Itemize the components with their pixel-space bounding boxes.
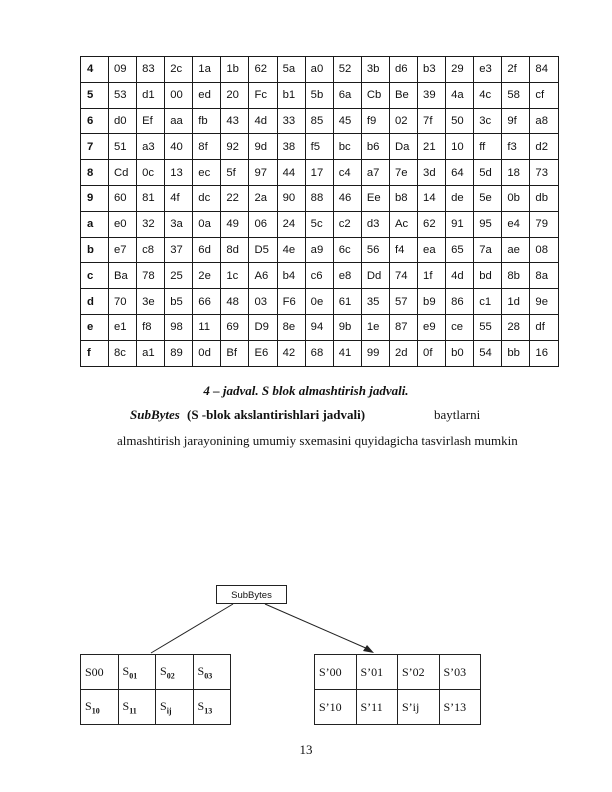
sbox-cell: 32 xyxy=(137,211,165,237)
sbox-cell: c4 xyxy=(333,160,361,186)
sbox-cell: 92 xyxy=(221,134,249,160)
sbox-cell: de xyxy=(446,185,474,211)
sbox-cell: 16 xyxy=(530,340,558,366)
sbox-cell: e8 xyxy=(333,263,361,289)
sbox-cell: Cd xyxy=(109,160,137,186)
sbox-cell: 37 xyxy=(165,237,193,263)
sbox-cell: 1b xyxy=(221,57,249,83)
sbox-cell: ce xyxy=(446,314,474,340)
sbox-cell: ed xyxy=(193,82,221,108)
subbytes-box: SubBytes xyxy=(216,585,287,604)
input-state-cell: $S_{03}$ xyxy=(193,655,231,690)
sbox-cell: 0a xyxy=(193,211,221,237)
sbox-cell: fb xyxy=(193,108,221,134)
output-state-matrix xyxy=(314,654,481,725)
sbox-cell: a1 xyxy=(137,340,165,366)
sbox-cell: 87 xyxy=(389,314,417,340)
output-state-cell: S’ij xyxy=(398,690,440,725)
sbox-cell: 03 xyxy=(249,289,277,315)
sbox-cell: 70 xyxy=(109,289,137,315)
sbox-cell: 0e xyxy=(305,289,333,315)
sbox-cell: 11 xyxy=(193,314,221,340)
sbox-cell: e4 xyxy=(502,211,530,237)
subbytes-term: SubBytes xyxy=(130,407,180,422)
sbox-cell: Ba xyxy=(109,263,137,289)
sbox-cell: 4d xyxy=(446,263,474,289)
arrow-head xyxy=(363,645,374,653)
sbox-cell: 49 xyxy=(221,211,249,237)
sbox-cell: b9 xyxy=(418,289,446,315)
sbox-cell: 06 xyxy=(249,211,277,237)
sbox-cell: bb xyxy=(502,340,530,366)
sbox-cell: 66 xyxy=(193,289,221,315)
right-arrow-line xyxy=(265,604,368,649)
sbox-cell: 45 xyxy=(333,108,361,134)
sbox-cell: Cb xyxy=(361,82,389,108)
sbox-cell: f8 xyxy=(137,314,165,340)
sbox-cell: 29 xyxy=(446,57,474,83)
sbox-cell: F6 xyxy=(277,289,305,315)
sbox-cell: 62 xyxy=(249,57,277,83)
sbox-cell: 51 xyxy=(109,134,137,160)
input-state-matrix xyxy=(80,654,231,725)
sbox-cell: Be xyxy=(389,82,417,108)
sbox-cell: 88 xyxy=(305,185,333,211)
sbox-cell: a8 xyxy=(530,108,558,134)
sbox-cell: 69 xyxy=(221,314,249,340)
sbox-cell: 35 xyxy=(361,289,389,315)
sbox-cell: 9b xyxy=(333,314,361,340)
input-state-cell: $S_{01}$ xyxy=(118,655,156,690)
output-state-cell: S’01 xyxy=(356,655,398,690)
sbox-cell: 8e xyxy=(277,314,305,340)
sbox-row-label: c xyxy=(81,263,109,289)
sbox-cell: 4e xyxy=(277,237,305,263)
sbox-cell: 1f xyxy=(418,263,446,289)
sbox-cell: 48 xyxy=(221,289,249,315)
sbox-cell: Fc xyxy=(249,82,277,108)
sbox-cell: 61 xyxy=(333,289,361,315)
sbox-cell: 58 xyxy=(502,82,530,108)
sbox-cell: e0 xyxy=(109,211,137,237)
sbox-cell: b1 xyxy=(277,82,305,108)
sbox-cell: 62 xyxy=(418,211,446,237)
sbox-cell: 8a xyxy=(530,263,558,289)
sbox-row-label: e xyxy=(81,314,109,340)
sbox-cell: 8f xyxy=(193,134,221,160)
sbox-cell: 54 xyxy=(474,340,502,366)
sbox-cell: 28 xyxy=(502,314,530,340)
sbox-cell: c1 xyxy=(474,289,502,315)
sbox-cell: b4 xyxy=(277,263,305,289)
sbox-cell: f9 xyxy=(361,108,389,134)
sbox-cell: 9e xyxy=(530,289,558,315)
sbox-cell: e1 xyxy=(109,314,137,340)
sbox-cell: E6 xyxy=(249,340,277,366)
sbox-cell: 24 xyxy=(277,211,305,237)
sbox-cell: 43 xyxy=(221,108,249,134)
output-state-cell: S’10 xyxy=(315,690,357,725)
sbox-cell: 20 xyxy=(221,82,249,108)
sbox-cell: db xyxy=(530,185,558,211)
sbox-cell: 57 xyxy=(389,289,417,315)
sbox-cell: df xyxy=(530,314,558,340)
sbox-cell: 6d xyxy=(193,237,221,263)
sbox-cell: A6 xyxy=(249,263,277,289)
sbox-cell: 6a xyxy=(333,82,361,108)
sbox-cell: bd xyxy=(474,263,502,289)
sbox-cell: 08 xyxy=(530,237,558,263)
sbox-cell: 17 xyxy=(305,160,333,186)
sbox-cell: 5e xyxy=(474,185,502,211)
sbox-cell: 90 xyxy=(277,185,305,211)
output-state-cell: S’11 xyxy=(356,690,398,725)
sbox-cell: 46 xyxy=(333,185,361,211)
sbox-cell: 91 xyxy=(446,211,474,237)
sbox-cell: 0b xyxy=(502,185,530,211)
sbox-row-label: 8 xyxy=(81,160,109,186)
sbox-cell: d6 xyxy=(389,57,417,83)
sbox-cell: 3a xyxy=(165,211,193,237)
sbox-cell: 0f xyxy=(418,340,446,366)
sbox-cell: e7 xyxy=(109,237,137,263)
sbox-cell: 39 xyxy=(418,82,446,108)
input-state-cell: $S_{ij}$ xyxy=(156,690,194,725)
input-state-cell: $S_{10}$ xyxy=(81,690,119,725)
sbox-cell: b5 xyxy=(165,289,193,315)
sbox-cell: 1e xyxy=(361,314,389,340)
sbox-cell: b0 xyxy=(446,340,474,366)
sbox-cell: Ee xyxy=(361,185,389,211)
baytlarni-word: baytlarni xyxy=(434,407,481,422)
sbox-cell: cf xyxy=(530,82,558,108)
sbox-cell: 55 xyxy=(474,314,502,340)
sbox-cell: 33 xyxy=(277,108,305,134)
sbox-cell: 9d xyxy=(249,134,277,160)
sbox-cell: f5 xyxy=(305,134,333,160)
body-text-line: almashtirish jarayonining umumiy sxemasini quyidagicha tasvirlash mumkin xyxy=(117,433,518,448)
sbox-row-label: 9 xyxy=(81,185,109,211)
output-state-cell: S’00 xyxy=(315,655,357,690)
sbox-cell: 4f xyxy=(165,185,193,211)
sbox-cell: c2 xyxy=(333,211,361,237)
sbox-row-label: 6 xyxy=(81,108,109,134)
sbox-row-label: 7 xyxy=(81,134,109,160)
output-state-cell: S’13 xyxy=(439,690,481,725)
sbox-cell: Ac xyxy=(389,211,417,237)
sbox-cell: 8d xyxy=(221,237,249,263)
sbox-cell: 2d xyxy=(389,340,417,366)
input-state-cell: $S_{11}$ xyxy=(118,690,156,725)
sbox-cell: a9 xyxy=(305,237,333,263)
sbox-cell: 9f xyxy=(502,108,530,134)
sbox-cell: 4a xyxy=(446,82,474,108)
sbox-cell: 7f xyxy=(418,108,446,134)
sbox-cell: a7 xyxy=(361,160,389,186)
sbox-cell: 56 xyxy=(361,237,389,263)
sbox-cell: D9 xyxy=(249,314,277,340)
sbox-cell: 21 xyxy=(418,134,446,160)
sbox-cell: 85 xyxy=(305,108,333,134)
sbox-row-label: 4 xyxy=(81,57,109,83)
sbox-cell: 44 xyxy=(277,160,305,186)
sbox-cell: 1c xyxy=(221,263,249,289)
sbox-cell: b8 xyxy=(389,185,417,211)
sbox-cell: 2f xyxy=(502,57,530,83)
sbox-cell: 52 xyxy=(333,57,361,83)
sbox-paren-text: (S -blok akslantirishlari jadvali) xyxy=(187,407,366,422)
sbox-cell: d1 xyxy=(137,82,165,108)
sbox-cell: 3d xyxy=(418,160,446,186)
sbox-cell: 1d xyxy=(502,289,530,315)
sbox-cell: 7e xyxy=(389,160,417,186)
sbox-cell: 2c xyxy=(165,57,193,83)
sbox-cell: 86 xyxy=(446,289,474,315)
sbox-cell: 40 xyxy=(165,134,193,160)
sbox-cell: 97 xyxy=(249,160,277,186)
sbox-cell: 5b xyxy=(305,82,333,108)
sbox-cell: ec xyxy=(193,160,221,186)
sbox-cell: 99 xyxy=(361,340,389,366)
sbox-cell: 83 xyxy=(137,57,165,83)
sbox-cell: 6c xyxy=(333,237,361,263)
sbox-cell: ea xyxy=(418,237,446,263)
sbox-cell: 84 xyxy=(530,57,558,83)
sbox-cell: 3c xyxy=(474,108,502,134)
sbox-row-label: d xyxy=(81,289,109,315)
sbox-cell: D5 xyxy=(249,237,277,263)
sbox-cell: 65 xyxy=(446,237,474,263)
sbox-cell: 68 xyxy=(305,340,333,366)
sbox-cell: 10 xyxy=(446,134,474,160)
sbox-cell: bc xyxy=(333,134,361,160)
sbox-cell: 22 xyxy=(221,185,249,211)
sbox-cell: 73 xyxy=(530,160,558,186)
sbox-cell: 1a xyxy=(193,57,221,83)
sbox-cell: b6 xyxy=(361,134,389,160)
sbox-cell: 60 xyxy=(109,185,137,211)
sbox-cell: 38 xyxy=(277,134,305,160)
sbox-cell: c6 xyxy=(305,263,333,289)
sbox-cell: b3 xyxy=(418,57,446,83)
sbox-cell: 4d xyxy=(249,108,277,134)
sbox-cell: 89 xyxy=(165,340,193,366)
output-state-cell: S’02 xyxy=(398,655,440,690)
sbox-cell: 64 xyxy=(446,160,474,186)
sbox-cell: 5f xyxy=(221,160,249,186)
table-caption: 4 – jadval. S blok almashtirish jadvali. xyxy=(203,383,409,398)
sbox-cell: 79 xyxy=(530,211,558,237)
sbox-cell: 74 xyxy=(389,263,417,289)
input-state-cell: S00 xyxy=(81,655,119,690)
sbox-cell: 3b xyxy=(361,57,389,83)
sbox-cell: Da xyxy=(389,134,417,160)
sbox-cell: 4c xyxy=(474,82,502,108)
sbox-cell: 5d xyxy=(474,160,502,186)
sbox-cell: dc xyxy=(193,185,221,211)
sbox-cell: 7a xyxy=(474,237,502,263)
sbox-cell: ae xyxy=(502,237,530,263)
sbox-cell: 0c xyxy=(137,160,165,186)
sbox-cell: 5a xyxy=(277,57,305,83)
input-state-cell: $S_{02}$ xyxy=(156,655,194,690)
sbox-cell: 18 xyxy=(502,160,530,186)
sbox-cell: 00 xyxy=(165,82,193,108)
sbox-cell: 25 xyxy=(165,263,193,289)
sbox-cell: 8b xyxy=(502,263,530,289)
sbox-cell: 94 xyxy=(305,314,333,340)
sbox-cell: aa xyxy=(165,108,193,134)
sbox-row-label: a xyxy=(81,211,109,237)
sbox-cell: 2e xyxy=(193,263,221,289)
sbox-cell: e3 xyxy=(474,57,502,83)
sbox-cell: 0d xyxy=(193,340,221,366)
sbox-cell: c8 xyxy=(137,237,165,263)
sbox-cell: 14 xyxy=(418,185,446,211)
sbox-cell: f4 xyxy=(389,237,417,263)
sbox-cell: Dd xyxy=(361,263,389,289)
sbox-cell: 53 xyxy=(109,82,137,108)
sbox-cell: 3e xyxy=(137,289,165,315)
sbox-cell: 02 xyxy=(389,108,417,134)
sbox-cell: d3 xyxy=(361,211,389,237)
sbox-cell: 81 xyxy=(137,185,165,211)
sbox-cell: f3 xyxy=(502,134,530,160)
output-state-cell: S’03 xyxy=(439,655,481,690)
sbox-cell: 41 xyxy=(333,340,361,366)
left-connector-line xyxy=(151,604,233,653)
sbox-cell: 50 xyxy=(446,108,474,134)
input-state-cell: $S_{13}$ xyxy=(193,690,231,725)
sbox-cell: Bf xyxy=(221,340,249,366)
sbox-cell: a0 xyxy=(305,57,333,83)
sbox-cell: d2 xyxy=(530,134,558,160)
sbox-row-label: b xyxy=(81,237,109,263)
sbox-cell: Ef xyxy=(137,108,165,134)
sbox-row-label: 5 xyxy=(81,82,109,108)
sbox-cell: 2a xyxy=(249,185,277,211)
sbox-cell: 09 xyxy=(109,57,137,83)
sbox-cell: e9 xyxy=(418,314,446,340)
sbox-cell: 8c xyxy=(109,340,137,366)
sbox-cell: d0 xyxy=(109,108,137,134)
sbox-cell: 98 xyxy=(165,314,193,340)
sbox-cell: ff xyxy=(474,134,502,160)
sbox-cell: 78 xyxy=(137,263,165,289)
sbox-cell: 42 xyxy=(277,340,305,366)
sbox-cell: 5c xyxy=(305,211,333,237)
sbox-row-label: f xyxy=(81,340,109,366)
sbox-cell: 13 xyxy=(165,160,193,186)
sbox-cell: a3 xyxy=(137,134,165,160)
sbox-cell: 95 xyxy=(474,211,502,237)
page-number: 13 xyxy=(299,742,313,757)
